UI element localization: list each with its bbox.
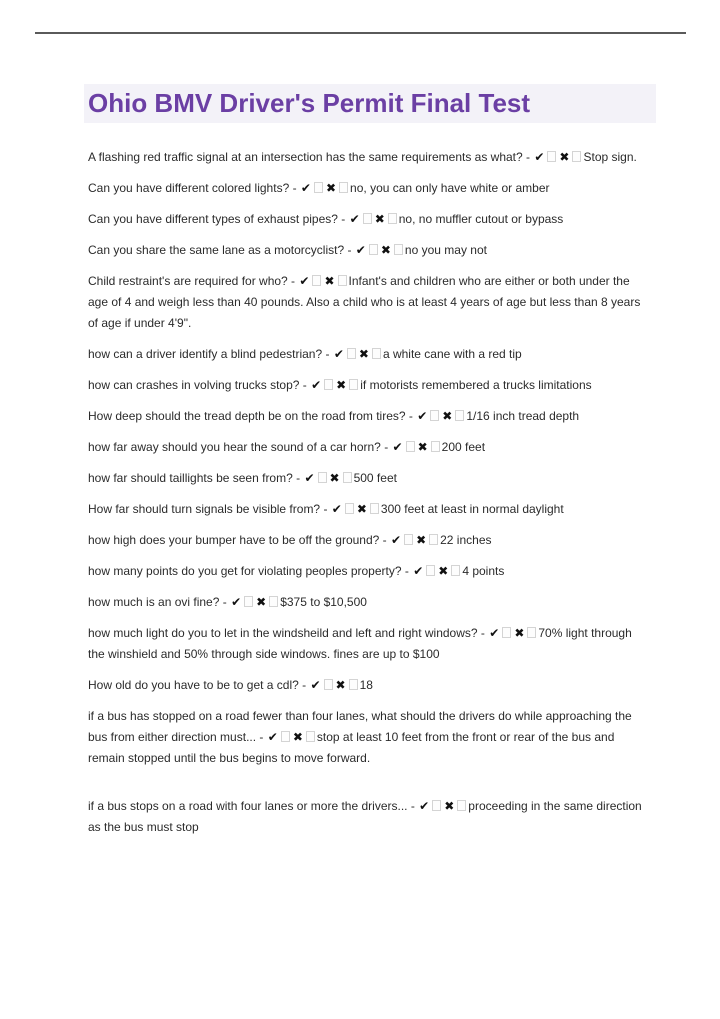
separator-dash: - — [405, 409, 417, 423]
question-text: if a bus stops on a road with four lanes or more the drivers... — [88, 799, 408, 813]
separator-dash: - — [407, 799, 419, 813]
missing-glyph-box-icon — [457, 800, 466, 811]
answer-text: stop at least 10 feet from the front or rear of the bus and remain stopped until the bus begins to move forward. — [88, 730, 615, 765]
cross-icon: ✖ — [438, 564, 449, 578]
missing-glyph-box-icon — [369, 244, 378, 255]
answer-text: 200 feet — [441, 440, 486, 454]
question-text: how far away should you hear the sound of a car horn? — [88, 440, 381, 454]
missing-glyph-box-icon — [404, 534, 413, 545]
checkmark-icon: ✔ — [419, 799, 430, 813]
question-text: Can you have different colored lights? — [88, 181, 290, 195]
question-text: How deep should the tread depth be on the road from tires? — [88, 409, 406, 423]
separator-dash: - — [379, 533, 390, 547]
checkmark-icon: ✔ — [311, 378, 322, 392]
missing-glyph-box-icon — [318, 472, 327, 483]
missing-glyph-box-icon — [431, 441, 440, 452]
qa-item — [88, 178, 650, 199]
checkmark-icon: ✔ — [333, 347, 344, 361]
separator-dash: - — [292, 471, 304, 485]
missing-glyph-box-icon — [502, 627, 511, 638]
missing-glyph-box-icon — [244, 596, 253, 607]
cross-icon: ✖ — [292, 730, 303, 744]
checkmark-icon: ✔ — [310, 678, 321, 692]
checkmark-icon: ✔ — [231, 595, 242, 609]
qa-item — [88, 530, 650, 551]
answer-text: Infant's and children who are either or both under the age of 4 and weigh less than 40 pounds. Also a child who is at least 4 years of age but less than 8 years of age if under 4'9". — [88, 274, 641, 330]
question-text: Can you have different types of exhaust pipes? — [88, 212, 338, 226]
missing-glyph-box-icon — [394, 244, 403, 255]
separator-dash: - — [299, 378, 311, 392]
question-text: how many points do you get for violating peoples property? — [88, 564, 402, 578]
missing-glyph-box-icon — [339, 182, 348, 193]
missing-glyph-box-icon — [429, 534, 438, 545]
qa-item — [88, 561, 650, 582]
missing-glyph-box-icon — [372, 348, 381, 359]
answer-text: a white cane with a red tip — [382, 347, 522, 361]
checkmark-icon: ✔ — [299, 274, 310, 288]
separator-dash: - — [322, 347, 333, 361]
missing-glyph-box-icon — [430, 410, 439, 421]
checkmark-icon: ✔ — [331, 502, 342, 516]
cross-icon: ✖ — [442, 409, 453, 423]
separator-dash: - — [380, 440, 392, 454]
question-text: how much light do you to let in the windsheild and left and right windows? — [88, 626, 478, 640]
separator-dash: - — [219, 595, 231, 609]
qa-item — [88, 344, 650, 365]
missing-glyph-box-icon — [406, 441, 415, 452]
missing-glyph-box-icon — [572, 151, 581, 162]
cross-icon: ✖ — [324, 274, 335, 288]
checkmark-icon: ✔ — [392, 440, 403, 454]
checkmark-icon: ✔ — [417, 409, 428, 423]
question-text: How old do you have to be to get a cdl? — [88, 678, 299, 692]
separator-dash: - — [320, 502, 331, 516]
qa-item — [88, 623, 650, 665]
cross-icon: ✖ — [416, 533, 427, 547]
qa-item — [88, 499, 650, 520]
checkmark-icon: ✔ — [349, 212, 360, 226]
cross-icon: ✖ — [380, 243, 391, 257]
missing-glyph-box-icon — [527, 627, 536, 638]
answer-text: 500 feet — [353, 471, 397, 485]
question-text: How far should turn signals be visible from? — [88, 502, 321, 516]
question-text: how far should taillights be seen from? — [88, 471, 293, 485]
missing-glyph-box-icon — [269, 596, 278, 607]
checkmark-icon: ✔ — [489, 626, 500, 640]
answer-text: no, no muffler cutout or bypass — [398, 212, 564, 226]
checkmark-icon: ✔ — [413, 564, 424, 578]
cross-icon: ✖ — [356, 502, 367, 516]
separator-dash: - — [477, 626, 489, 640]
missing-glyph-box-icon — [432, 800, 441, 811]
checkmark-icon: ✔ — [534, 150, 545, 164]
answer-text: proceeding in the same direction as the bus must stop — [88, 799, 642, 834]
separator-dash: - — [344, 243, 355, 257]
missing-glyph-box-icon — [281, 731, 290, 742]
missing-glyph-box-icon — [426, 565, 435, 576]
answer-text: no you may not — [404, 243, 487, 257]
missing-glyph-box-icon — [451, 565, 460, 576]
missing-glyph-box-icon — [324, 679, 333, 690]
answer-text: 18 — [359, 678, 373, 692]
question-text: how can crashes in volving trucks stop? — [88, 378, 300, 392]
missing-glyph-box-icon — [338, 275, 347, 286]
qa-item — [88, 147, 650, 168]
qa-item — [88, 375, 650, 396]
separator-dash: - — [522, 150, 534, 164]
checkmark-icon: ✔ — [355, 243, 366, 257]
qa-list — [88, 147, 650, 848]
answer-text: 22 inches — [440, 533, 492, 547]
cross-icon: ✖ — [417, 440, 428, 454]
question-text: how much is an ovi fine? — [88, 595, 220, 609]
answer-text: 300 feet at least in normal daylight — [380, 502, 564, 516]
missing-glyph-box-icon — [547, 151, 556, 162]
answer-text: 70% light through the winshield and 50% through side windows. fines are up to $100 — [88, 626, 632, 661]
qa-item — [88, 468, 650, 489]
cross-icon: ✖ — [514, 626, 525, 640]
checkmark-icon: ✔ — [391, 533, 402, 547]
cross-icon: ✖ — [559, 150, 570, 164]
qa-item — [88, 209, 650, 230]
missing-glyph-box-icon — [324, 379, 333, 390]
question-text: Can you share the same lane as a motorcyclist? — [88, 243, 345, 257]
question-text: if a bus has stopped on a road fewer than four lanes, what should the drivers do while approaching the bus from either direction must... — [88, 709, 632, 744]
answer-text: Stop sign. — [583, 150, 637, 164]
answer-text: if motorists remembered a trucks limitations — [360, 378, 592, 392]
cross-icon: ✖ — [336, 378, 347, 392]
page-title: Ohio BMV Driver's Permit Final Test — [88, 88, 531, 118]
cross-icon: ✖ — [335, 678, 346, 692]
missing-glyph-box-icon — [349, 379, 358, 390]
separator-dash: - — [287, 274, 299, 288]
missing-glyph-box-icon — [455, 410, 464, 421]
qa-item — [88, 592, 650, 613]
qa-item — [88, 675, 650, 696]
qa-item — [88, 271, 650, 334]
checkmark-icon: ✔ — [267, 730, 278, 744]
qa-item — [88, 437, 650, 458]
missing-glyph-box-icon — [345, 503, 354, 514]
qa-item — [88, 240, 650, 261]
title-band — [84, 84, 656, 123]
missing-glyph-box-icon — [347, 348, 356, 359]
cross-icon: ✖ — [325, 181, 337, 195]
missing-glyph-box-icon — [306, 731, 315, 742]
missing-glyph-box-icon — [343, 472, 352, 483]
separator-dash: - — [298, 678, 310, 692]
cross-icon: ✖ — [256, 595, 267, 609]
checkmark-icon: ✔ — [304, 471, 315, 485]
top-rule-divider — [35, 32, 686, 34]
answer-text: $375 to $10,500 — [280, 595, 367, 609]
missing-glyph-box-icon — [388, 213, 397, 224]
cross-icon: ✖ — [329, 471, 340, 485]
qa-item — [88, 796, 650, 838]
separator-dash: - — [289, 181, 300, 195]
answer-text: no, you can only have white or amber — [350, 181, 550, 195]
separator-dash: - — [256, 730, 267, 744]
qa-item — [88, 406, 650, 427]
question-text: Child restraint's are required for who? — [88, 274, 288, 288]
checkmark-icon: ✔ — [300, 181, 311, 195]
cross-icon: ✖ — [374, 212, 385, 226]
answer-text: 1/16 inch tread depth — [466, 409, 580, 423]
missing-glyph-box-icon — [312, 275, 321, 286]
answer-text: 4 points — [462, 564, 505, 578]
question-text: A flashing red traffic signal at an intersection has the same requirements as what? — [88, 150, 523, 164]
cross-icon: ✖ — [444, 799, 455, 813]
question-text: how high does your bumper have to be off the ground? — [88, 533, 380, 547]
cross-icon: ✖ — [358, 347, 369, 361]
qa-item — [88, 706, 650, 769]
missing-glyph-box-icon — [370, 503, 379, 514]
question-text: how can a driver identify a blind pedestrian? — [88, 347, 323, 361]
missing-glyph-box-icon — [363, 213, 372, 224]
separator-dash: - — [401, 564, 413, 578]
missing-glyph-box-icon — [349, 679, 358, 690]
missing-glyph-box-icon — [314, 182, 323, 193]
separator-dash: - — [337, 212, 349, 226]
